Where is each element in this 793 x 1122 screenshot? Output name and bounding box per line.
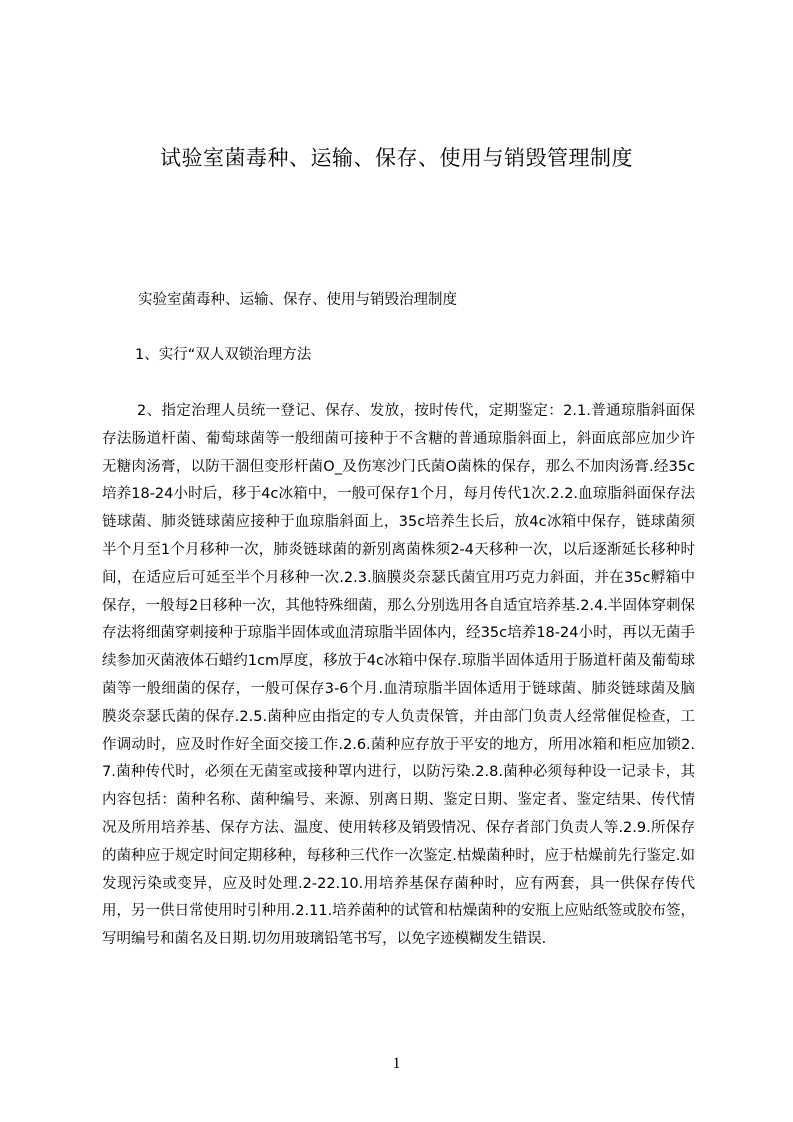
section-item-2-paragraph: 2、指定治理人员统一登记、保存、发放，按时传代，定期鉴定：2.1.普通琼脂斜面保存法肠道杆菌、葡萄球菌等一般细菌可接种于不含糖的普通琼脂斜面上，斜面底部应加少许无糖肉汤膏，以防干涸但变形杆菌O_及伤寒沙门氏菌O菌株的保存，那么不加肉汤膏.经35c培养18-24小时后，移于4c冰箱中，一般可保存1个月，每月传代1次.2.2.血琼脂斜面保存法链球菌、肺炎链球菌应接种于血琼脂斜面上，35c培养生长后，放4c冰箱中保存，链球菌须半个月至1个月移种一次，肺炎链球菌的新别离菌株须2-4天移种一次，以后逐渐延长移种时间，在适应后可延至半个月移种一次.2.3.脑膜炎奈瑟氏菌宜用巧克力斜面，并在35c孵箱中保存，一般每2日移种一次，其他特殊细菌，那么分别选用各自适宜培养基.2.4.半固体穿刺保存法将细菌穿刺接种于琼脂半固体或血清琼脂半固体内，经35c培养18-24小时，再以无菌手续参加灭菌液体石蜡约1cm厚度，移放于4c冰箱中保存.琼脂半固体适用于肠道杆菌及葡萄球菌等一般细菌的保存，一般可保存3-6个月.血清琼脂半固体适用于链球菌、肺炎链球菌及脑膜炎奈瑟氏菌的保存.2.5.菌种应由指定的专人负责保管，并由部门负责人经常催促检查，工作调动时，应及时作好全面交接工作.2.6.菌种应存放于平安的地方，所用冰箱和柜应加锁2.7.菌种传代时，必须在无菌室或接种罩内进行，以防污染.2.8.菌种必须每种设一记录卡，其内容包括：菌种名称、菌种编号、来源、别离日期、鉴定日期、鉴定者、鉴定结果、传代情况及所用培养基、保存方法、温度、使用转移及销毁情况、保存者部门负责人等.2.9.所保存的菌种应于规定时间定期移种，每移种三代作一次鉴定.枯燥菌种时，应于枯燥前先行鉴定.如发现污染或变异，应及时处理.2-22.10.用培养基保存菌种时，应有两套，具一供保存传代用，另一供日常使用时引种用.2.11.培养菌种的试管和枯燥菌种的安瓶上应贴纸签或胶布签，写明编号和菌名及日期.切勿用玻璃铅笔书写，以免字迹模糊发生错误. [102,403,695,948]
section-item-1: 1、实行“双人双锁治理方法 [135,347,312,363]
document-subtitle: 实验室菌毒种、运输、保存、使用与销毁治理制度 [138,292,457,308]
document-title: 试验室菌毒种、运输、保存、使用与销毁管理制度 [160,146,633,170]
page-number: 1 [392,1055,401,1072]
